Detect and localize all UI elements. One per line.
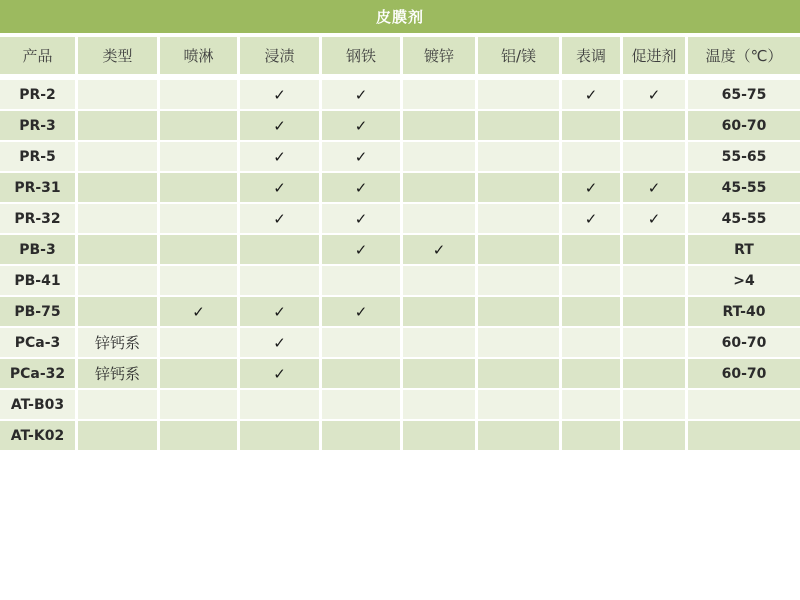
check-icon: ✓ bbox=[322, 80, 403, 111]
check-icon: ✓ bbox=[322, 297, 403, 328]
check-icon: ✓ bbox=[240, 173, 322, 204]
table-cell bbox=[562, 328, 623, 359]
table-cell bbox=[240, 421, 322, 452]
table-cell bbox=[562, 142, 623, 173]
column-header-spray: 喷淋 bbox=[160, 37, 240, 80]
table-cell bbox=[623, 111, 688, 142]
table-row bbox=[0, 390, 800, 421]
table-row bbox=[0, 142, 800, 173]
check-icon: ✓ bbox=[240, 359, 322, 390]
table-cell bbox=[623, 297, 688, 328]
table-cell bbox=[160, 173, 240, 204]
table-cell bbox=[623, 421, 688, 452]
table-cell bbox=[478, 359, 562, 390]
table-title: 皮膜剂 bbox=[375, 8, 424, 26]
product-cell: PR-31 bbox=[0, 173, 78, 204]
table-row bbox=[0, 328, 800, 359]
type-cell: 锌钙系 bbox=[78, 328, 160, 359]
table-cell bbox=[623, 266, 688, 297]
temperature-cell: 65-75 bbox=[688, 80, 800, 111]
table-row bbox=[0, 111, 800, 142]
temperature-cell: 60-70 bbox=[688, 111, 800, 142]
column-header-accelerator: 促进剂 bbox=[623, 37, 688, 80]
type-cell bbox=[78, 266, 160, 297]
check-icon: ✓ bbox=[562, 204, 623, 235]
temperature-cell: RT bbox=[688, 235, 800, 266]
check-icon: ✓ bbox=[322, 142, 403, 173]
table-cell bbox=[562, 111, 623, 142]
table-cell bbox=[403, 173, 478, 204]
table-cell bbox=[623, 390, 688, 421]
table-row bbox=[0, 266, 800, 297]
type-cell: 锌钙系 bbox=[78, 359, 160, 390]
product-cell: PB-3 bbox=[0, 235, 78, 266]
check-icon: ✓ bbox=[322, 173, 403, 204]
table-cell bbox=[478, 297, 562, 328]
table-cell bbox=[623, 142, 688, 173]
temperature-cell: 60-70 bbox=[688, 359, 800, 390]
table-cell bbox=[478, 421, 562, 452]
product-cell: PR-3 bbox=[0, 111, 78, 142]
type-cell bbox=[78, 390, 160, 421]
table-cell bbox=[562, 297, 623, 328]
product-cell: PCa-32 bbox=[0, 359, 78, 390]
table-cell bbox=[322, 359, 403, 390]
table-cell bbox=[403, 80, 478, 111]
check-icon: ✓ bbox=[623, 204, 688, 235]
check-icon: ✓ bbox=[240, 204, 322, 235]
product-cell: PCa-3 bbox=[0, 328, 78, 359]
table-cell bbox=[623, 328, 688, 359]
table-cell bbox=[160, 328, 240, 359]
table-cell bbox=[322, 421, 403, 452]
table-cell bbox=[240, 266, 322, 297]
type-cell bbox=[78, 111, 160, 142]
column-header-temperature: 温度（℃） bbox=[688, 37, 800, 80]
product-cell: PB-75 bbox=[0, 297, 78, 328]
table-cell bbox=[160, 421, 240, 452]
table-row bbox=[0, 421, 800, 452]
column-header-al-mg: 铝/镁 bbox=[478, 37, 562, 80]
table-cell bbox=[478, 328, 562, 359]
temperature-cell: 45-55 bbox=[688, 204, 800, 235]
table-cell bbox=[478, 204, 562, 235]
table-cell bbox=[240, 390, 322, 421]
table-cell bbox=[160, 235, 240, 266]
table-cell bbox=[403, 328, 478, 359]
table-cell bbox=[478, 80, 562, 111]
product-cell: PR-32 bbox=[0, 204, 78, 235]
check-icon: ✓ bbox=[322, 204, 403, 235]
check-icon: ✓ bbox=[322, 235, 403, 266]
table-cell bbox=[562, 266, 623, 297]
table-cell bbox=[403, 390, 478, 421]
table-cell bbox=[160, 80, 240, 111]
table-cell bbox=[160, 266, 240, 297]
table-cell bbox=[478, 173, 562, 204]
table-row bbox=[0, 204, 800, 235]
temperature-cell: 55-65 bbox=[688, 142, 800, 173]
product-cell: PR-5 bbox=[0, 142, 78, 173]
check-icon: ✓ bbox=[322, 111, 403, 142]
column-header-steel: 钢铁 bbox=[322, 37, 403, 80]
type-cell bbox=[78, 80, 160, 111]
check-icon: ✓ bbox=[240, 111, 322, 142]
check-icon: ✓ bbox=[240, 297, 322, 328]
table-cell bbox=[160, 111, 240, 142]
check-icon: ✓ bbox=[623, 173, 688, 204]
table-body bbox=[0, 80, 800, 452]
table-cell bbox=[562, 421, 623, 452]
temperature-cell: 60-70 bbox=[688, 328, 800, 359]
table-cell bbox=[562, 359, 623, 390]
product-cell: PB-41 bbox=[0, 266, 78, 297]
table-row bbox=[0, 80, 800, 111]
table-cell bbox=[478, 111, 562, 142]
table-cell bbox=[403, 266, 478, 297]
check-icon: ✓ bbox=[240, 80, 322, 111]
product-cell: PR-2 bbox=[0, 80, 78, 111]
column-header-galvanized: 镀锌 bbox=[403, 37, 478, 80]
check-icon: ✓ bbox=[562, 173, 623, 204]
table-cell bbox=[403, 142, 478, 173]
table-cell bbox=[562, 390, 623, 421]
temperature-cell: 45-55 bbox=[688, 173, 800, 204]
type-cell bbox=[78, 235, 160, 266]
check-icon: ✓ bbox=[623, 80, 688, 111]
table-cell bbox=[322, 328, 403, 359]
table-cell bbox=[160, 359, 240, 390]
table-cell bbox=[478, 142, 562, 173]
table-cell bbox=[562, 235, 623, 266]
table-cell bbox=[623, 235, 688, 266]
product-table bbox=[0, 37, 800, 452]
temperature-cell bbox=[688, 390, 800, 421]
type-cell bbox=[78, 173, 160, 204]
column-header-surface-conditioning: 表调 bbox=[562, 37, 623, 80]
table-cell bbox=[403, 297, 478, 328]
table-cell bbox=[478, 266, 562, 297]
temperature-cell: >4 bbox=[688, 266, 800, 297]
table-row bbox=[0, 359, 800, 390]
header-row bbox=[0, 37, 800, 80]
temperature-cell bbox=[688, 421, 800, 452]
table-cell bbox=[160, 204, 240, 235]
check-icon: ✓ bbox=[240, 142, 322, 173]
table-row bbox=[0, 235, 800, 266]
check-icon: ✓ bbox=[240, 328, 322, 359]
table-cell bbox=[322, 266, 403, 297]
column-header-product: 产品 bbox=[0, 37, 78, 80]
check-icon: ✓ bbox=[160, 297, 240, 328]
table-cell bbox=[403, 111, 478, 142]
table-cell bbox=[322, 390, 403, 421]
product-cell: AT-K02 bbox=[0, 421, 78, 452]
type-cell bbox=[78, 204, 160, 235]
table-cell bbox=[160, 142, 240, 173]
table-cell bbox=[478, 390, 562, 421]
column-header-immersion: 浸渍 bbox=[240, 37, 322, 80]
type-cell bbox=[78, 142, 160, 173]
table-cell bbox=[478, 235, 562, 266]
table-cell bbox=[623, 359, 688, 390]
table-row bbox=[0, 173, 800, 204]
table-cell bbox=[240, 235, 322, 266]
table-cell bbox=[403, 421, 478, 452]
check-icon: ✓ bbox=[403, 235, 478, 266]
type-cell bbox=[78, 297, 160, 328]
product-cell: AT-B03 bbox=[0, 390, 78, 421]
table-title-bar bbox=[0, 0, 800, 33]
table-row bbox=[0, 297, 800, 328]
table-cell bbox=[160, 390, 240, 421]
check-icon: ✓ bbox=[562, 80, 623, 111]
table-cell bbox=[403, 204, 478, 235]
column-header-type: 类型 bbox=[78, 37, 160, 80]
temperature-cell: RT-40 bbox=[688, 297, 800, 328]
type-cell bbox=[78, 421, 160, 452]
table-cell bbox=[403, 359, 478, 390]
